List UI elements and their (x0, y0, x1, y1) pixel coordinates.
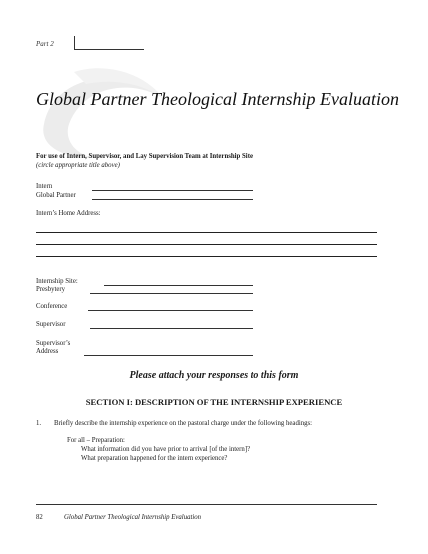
presbytery-label: Presbytery (36, 286, 66, 293)
global-partner-label: Global Partner (36, 192, 76, 199)
sub-question: What information did you have prior to arrival [of the intern]? (81, 446, 251, 453)
part-divider (74, 36, 75, 50)
part-underline (74, 49, 144, 50)
conference-line[interactable] (88, 310, 253, 311)
supervisors-address-label-2: Address (36, 348, 59, 355)
part-label: Part 2 (36, 40, 54, 48)
address-line-2[interactable] (36, 244, 377, 245)
section-heading: SECTION I: DESCRIPTION OF THE INTERNSHIP EXPERIENCE (85, 397, 343, 407)
footer-title: Global Partner Theological Internship Evaluation (64, 514, 202, 521)
question-text: Briefly describe the internship experience on the pastoral charge under the following headings: (54, 420, 313, 427)
supervisor-label: Supervisor (36, 321, 66, 328)
intern-line[interactable] (92, 190, 253, 191)
address-line-3[interactable] (36, 256, 377, 257)
question-number: 1. (36, 420, 42, 427)
supervisors-address-label-1: Supervisor’s (36, 340, 71, 347)
internship-site-label: Internship Site: (36, 278, 78, 285)
supervisors-address-line[interactable] (84, 355, 253, 356)
sub-question: What preparation happened for the intern experience? (81, 455, 228, 462)
internship-site-line[interactable] (104, 285, 253, 286)
footer-rule (36, 504, 377, 505)
supervisor-line[interactable] (90, 328, 253, 329)
usage-instruction: (circle appropriate title above) (36, 162, 120, 169)
intern-label: Intern (36, 183, 53, 190)
page-number: 82 (36, 514, 43, 521)
preparation-heading: For all – Preparation: (67, 437, 125, 444)
usage-note: For use of Intern, Supervisor, and Lay Supervision Team at Internship Site (36, 153, 253, 160)
conference-label: Conference (36, 303, 68, 310)
presbytery-line[interactable] (90, 293, 253, 294)
address-line-1[interactable] (36, 232, 377, 233)
home-address-label: Intern’s Home Address: (36, 210, 101, 217)
attach-note: Please attach your responses to this form (129, 370, 299, 381)
global-partner-line[interactable] (92, 199, 253, 200)
page-title: Global Partner Theological Internship Evaluation (36, 89, 399, 109)
